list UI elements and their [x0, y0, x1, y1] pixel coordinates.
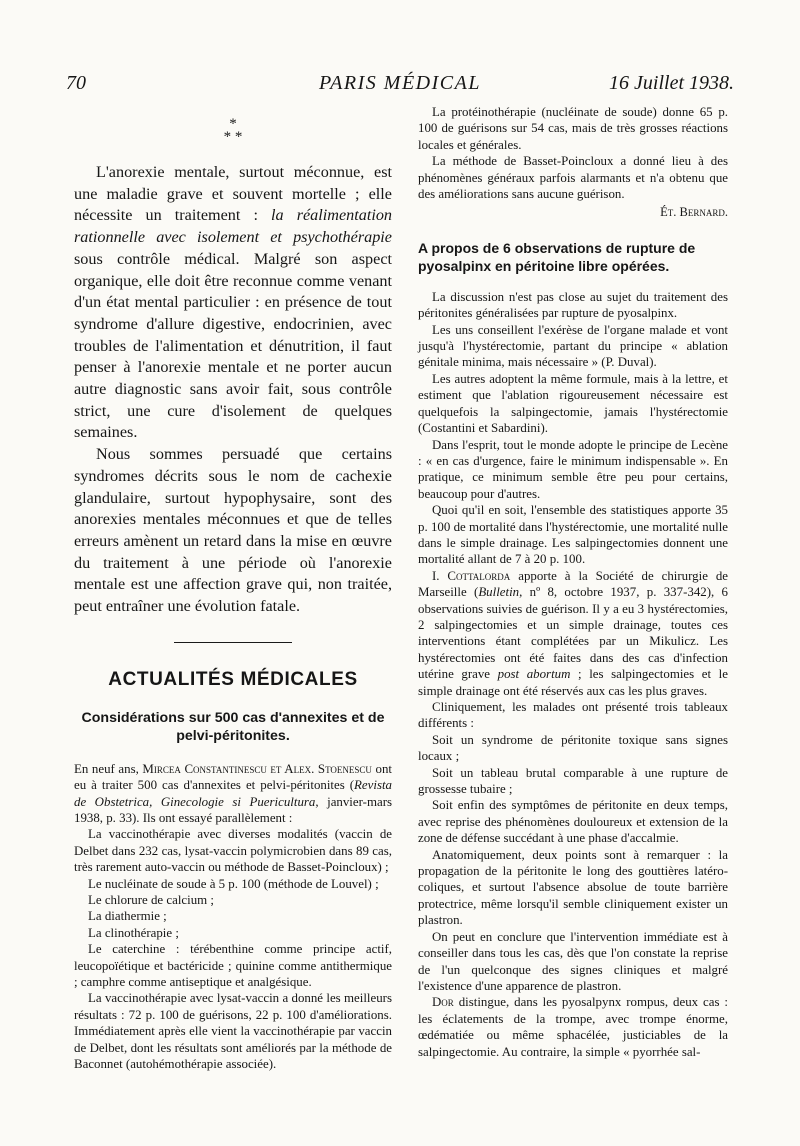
section-title: ACTUALITÉS MÉDICALES: [108, 668, 358, 690]
body-paragraph: Quoi qu'il en soit, l'ensemble des statistiques apporte 35 p. 100 de mortalité dans l'hystérectomie, une mortalité nulle dans le simple drainage. Les salpingectomies donnent une mortalité allant de 7 à 20 p. 100.: [418, 503, 728, 567]
proteinotherapy-paragraph: La protéinothérapie (nucléinate de soude) donne 65 p. 100 de guérisons sur 54 cas, mais de très grosses réactions locales et générales.: [418, 105, 728, 152]
issue-date: 16 Juillet 1938.: [609, 72, 734, 94]
body-paragraph: Dor distingue, dans les pyosalpynx rompus, deux cas : les éclatements de la trompe, avec trompe énorme, œdématiée ou même sphacélée, justiciables de la salpingectomie. Au contraire, la simple « pyorrhée sal-: [418, 995, 728, 1059]
body-paragraph: Soit enfin des symptômes de péritonite en deux temps, avec reprise des phénomènes douloureux et extension de la zone de défense succédant à une phase d'accalmie.: [418, 798, 728, 846]
treatment-item: Le chlorure de calcium ;: [88, 893, 214, 908]
body-paragraph: On peut en conclure que l'intervention immédiate est à conseiller dans tous les cas, dès que l'on constate la reprise de l'un quelconque des signes cliniques et malgré l'existence d'une apparence de plastron.: [418, 929, 728, 993]
article-title-annexites: Considérations sur 500 cas d'annexites et de pelvi-péritonites.: [81, 709, 385, 744]
left-column: [74, 104, 392, 1072]
section-divider: [174, 642, 292, 643]
article-intro: En neuf ans, Mircea Constantinescu et Alex. Stoenescu ont eu à traiter 500 cas d'annexites et pelvi-péritonites (Revista de Obstetrica, Ginecologie si Puericultura, janvier-mars 1938, p. 33). Ils ont essayé parallèlement :: [74, 761, 392, 825]
anorexie-paragraph-2: Nous sommes persuadé que certains syndromes décrits sous le nom de cachexie glandulaire, surtout hypophysaire, sont des anorexies mentales méconnues et que de telles erreurs amènent un retard dans la mise en œuvre du traitement à une période où l'anorexie mentale est une affection grave qui, non traitée, peut entraîner une évolution fatale.: [74, 445, 392, 616]
basset-paragraph: La méthode de Basset-Poincloux a donné lieu à des phénomènes généraux parfois alarmants et n'a obtenu que des améliorations sans aucune guérison.: [418, 154, 728, 202]
treatment-item: La diathermie ;: [88, 909, 167, 924]
treatment-item: Le caterchine : térébenthine comme principe actif, leucopoïétique et bactéricide ; quinine comme antithermique ; camphre comme antiseptique et analgésique.: [74, 942, 392, 990]
treatment-item: La vaccinothérapie avec lysat-vaccin a donné les meilleurs résultats : 72 p. 100 de guérisons, 22 p. 100 d'améliorations. Immédiatement après elle vient la vaccinothérapie par vaccin de Delbet, dont les résultats sont améliorés par la méthode de Baconnet (autohémothérapie associée).: [74, 991, 392, 1072]
article-title-pyosalpinx: A propos de 6 observations de rupture de pyosalpinx en péritoine libre opérées.: [418, 239, 696, 274]
body-paragraph: I. Cottalorda apporte à la Société de chirurgie de Marseille (Bulletin, nº 8, octobre 1937, p. 337-342), 6 observations suivies de guérison. Il y a eu 3 hystérectomies, 2 salpingectomies et un simple drainage, toutes ces interventions étant complétées par un Mikulicz. Les hystérectomies ont été faites dans des cas d'infection utérine grave post abortum ; les salpingectomies et le simple drainage ont été réservés aux cas les plus graves.: [418, 568, 728, 698]
page-number: 70: [66, 72, 86, 94]
right-column: [418, 104, 728, 1060]
author-signature: Ét. Bernard.: [660, 205, 728, 220]
anorexie-paragraph-1: L'anorexie mentale, surtout méconnue, est une maladie grave et souvent mortelle ; elle nécessite un traitement : la réalimentation rationnelle avec isolement et psychothérapie sous contrôle médical. Malgré son aspect organique, elle doit être reconnue comme venant d'un état mental particulier : en présence de tout syndrome d'allure digestive, endocrinien, avec troubles de l'alimentation et dénutrition, il faut penser à l'anorexie mentale et ne porter aucun autre diagnostic sans avoir fait, sous contrôle strict, une cure d'isolement de quelques semaines.: [74, 163, 393, 442]
body-paragraph: Les autres adoptent la même formule, mais à la lettre, et estiment que l'ablation rigoureusement nécessaire est quelquefois la salpingectomie, jamais l'hystérectomie (Costantini et Sabardini).: [418, 371, 728, 436]
treatment-item: Le nucléinate de soude à 5 p. 100 (méthode de Louvel) ;: [88, 876, 379, 891]
treatment-item: La clinothérapie ;: [88, 925, 179, 940]
body-paragraph: Soit un tableau brutal comparable à une rupture de grossesse tubaire ;: [418, 765, 728, 797]
body-paragraph: Soit un syndrome de péritonite toxique sans signes locaux ;: [418, 732, 728, 764]
body-paragraph: Les uns conseillent l'exérèse de l'organe malade et vont jusqu'à l'hystérectomie, partant du principe « ablation génitale minima, mais nécessaire » (P. Duval).: [418, 322, 728, 370]
body-paragraph: La discussion n'est pas close au sujet du traitement des péritonites généralisées par rupture de pyosalpinx.: [418, 289, 728, 321]
body-paragraph: Cliniquement, les malades ont présenté trois tableaux différents :: [418, 700, 728, 731]
running-header: [66, 72, 734, 102]
asterism: * * *: [223, 116, 243, 145]
treatment-item: La vaccinothérapie avec diverses modalités (vaccin de Delbet dans 232 cas, lysat-vaccin polymicrobien dans 89 cas, très rarement auto-vaccin ou méthode de Basset-Poincloux) ;: [74, 827, 392, 875]
body-paragraph: Anatomiquement, deux points sont à remarquer : la propagation de la péritonite le long des gouttières latéro-coliques, et surtout l'absence absolue de toute barrière protectrice, même lorsqu'il semble cliniquement exister un plastron.: [418, 847, 728, 928]
journal-title: PARIS MÉDICAL: [319, 72, 481, 94]
body-paragraph: Dans l'esprit, tout le monde adopte le principe de Lecène : « en cas d'urgence, faire le minimum indispensable ». En pratique, ce minimum semble être peu pour certains, beaucoup pour d'autres.: [418, 437, 728, 501]
